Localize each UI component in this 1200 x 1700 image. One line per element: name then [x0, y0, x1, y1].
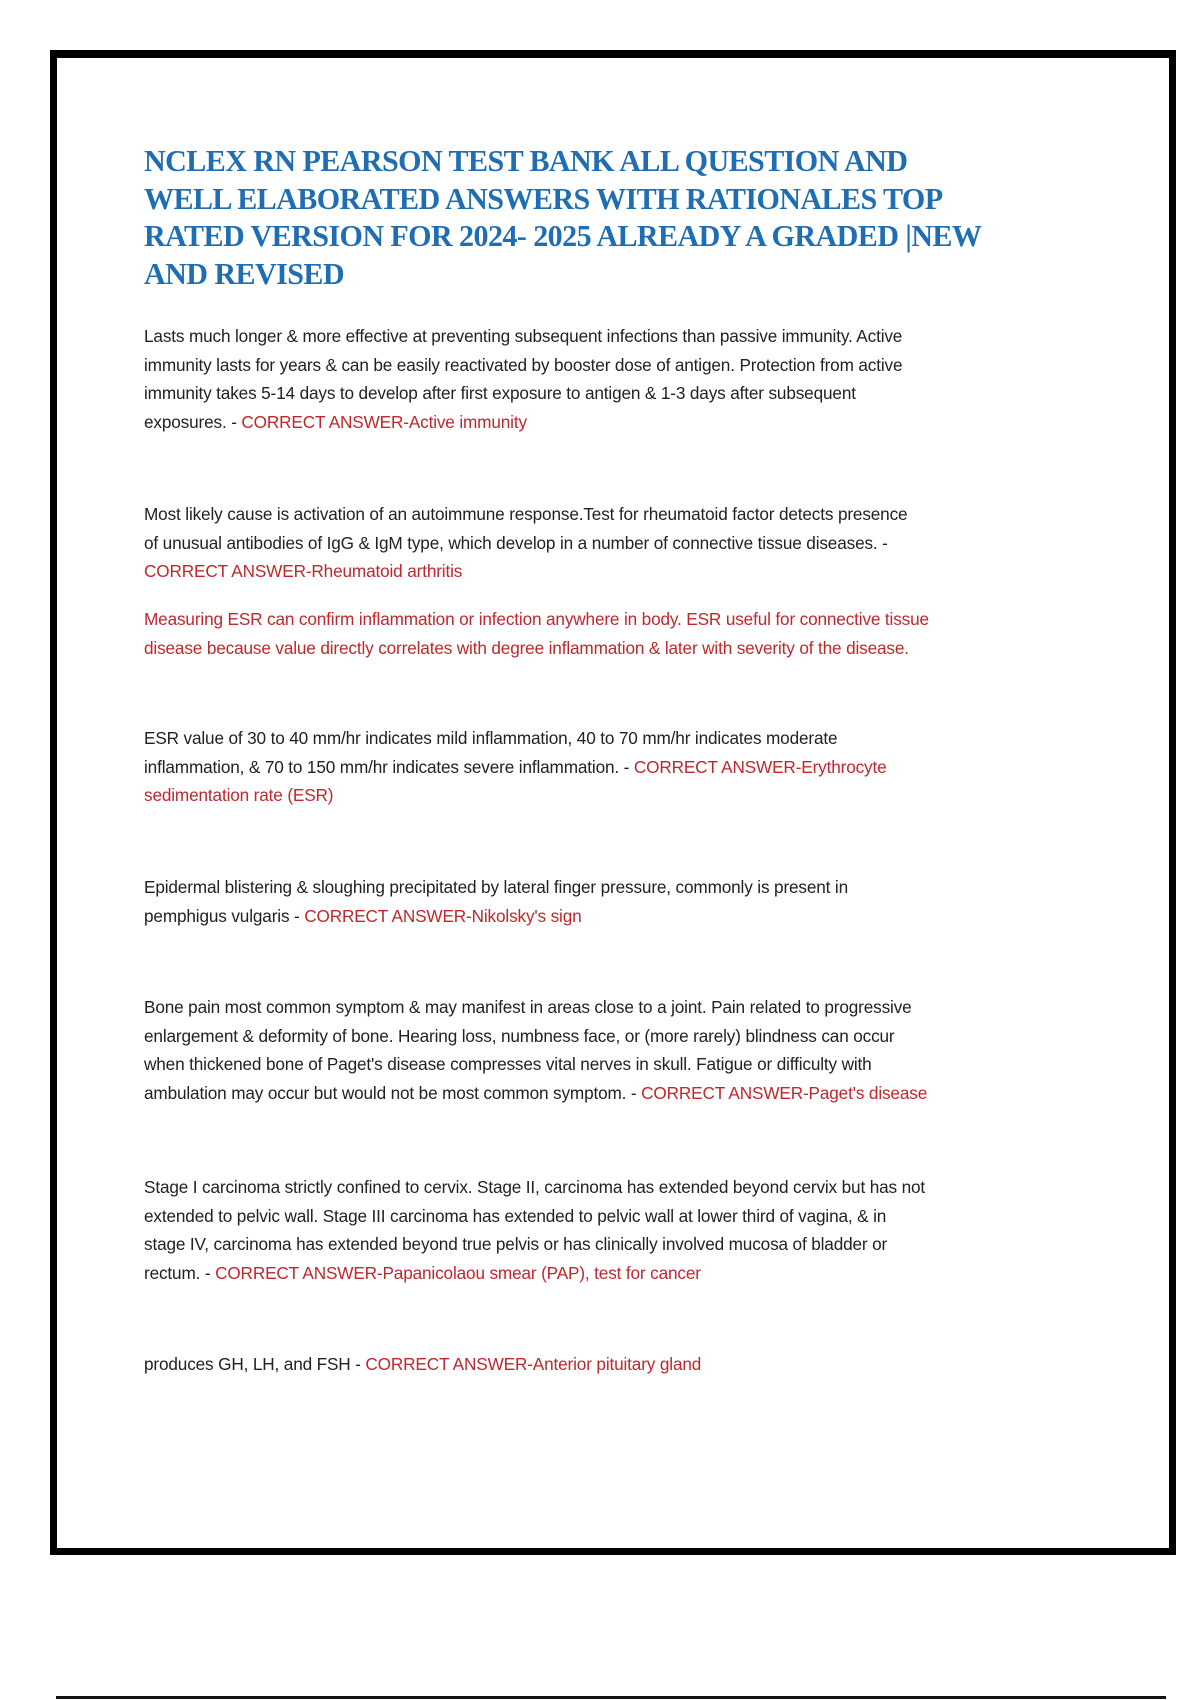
question-text: when thickened bone of Paget's disease compresses vital nerves in skull. Fatigue or difficulty with [144, 1054, 872, 1075]
document-title [144, 142, 1075, 292]
question-text: stage IV, carcinoma has extended beyond true pelvis or has clinically involved mucosa of bladder or [144, 1234, 888, 1255]
question-text: produces GH, LH, and FSH - [144, 1354, 366, 1374]
question-text: Epidermal blistering & sloughing precipitated by lateral finger pressure, commonly is present in [144, 877, 849, 897]
qa-line [144, 322, 1144, 351]
qa-line [144, 529, 1144, 558]
question-text: enlargement & deformity of bone. Hearing loss, numbness face, or (more rarely) blindness can occur [144, 1025, 895, 1046]
question-text: extended to pelvic wall. Stage III carcinoma has extended to pelvic wall at lower third of vagina, & in [144, 1205, 887, 1226]
correct-answer: CORRECT ANSWER-Rheumatoid arthritis [144, 561, 463, 582]
qa-line [144, 1259, 1144, 1288]
question-text: ESR value of 30 to 40 mm/hr indicates mild inflammation, 40 to 70 mm/hr indicates moderate [144, 728, 838, 748]
qa-item [144, 873, 1144, 930]
correct-answer: CORRECT ANSWER-Anterior pituitary gland [365, 1354, 702, 1374]
qa-item [144, 605, 1144, 662]
qa-line [144, 408, 1144, 437]
page-bottom-rule [56, 1696, 1166, 1699]
question-text: inflammation, & 70 to 150 mm/hr indicates severe inflammation. - [144, 756, 634, 777]
qa-line [144, 500, 1144, 529]
qa-line [144, 781, 1144, 810]
qa-item [144, 1350, 1144, 1379]
title-line: NCLEX RN PEARSON TEST BANK ALL QUESTION AND [144, 143, 908, 178]
correct-answer: CORRECT ANSWER-Paget's disease [641, 1083, 928, 1104]
qa-line [144, 351, 1144, 380]
question-text: immunity lasts for years & can be easily reactivated by booster dose of antigen. Protection from active [144, 354, 903, 375]
correct-answer: disease because value directly correlates with degree inflammation & later with severity of the disease. [144, 637, 909, 658]
qa-line [144, 753, 1144, 782]
qa-line [144, 724, 1144, 753]
question-text: exposures. - [144, 412, 242, 433]
correct-answer: CORRECT ANSWER-Active immunity [241, 412, 527, 433]
qa-line [144, 634, 1144, 663]
qa-item [144, 724, 1144, 810]
correct-answer: CORRECT ANSWER-Nikolsky's sign [304, 905, 582, 926]
qa-item [144, 993, 1144, 1108]
question-text: Bone pain most common symptom & may manifest in areas close to a joint. Pain related to progressive [144, 997, 912, 1017]
qa-line [144, 1022, 1144, 1051]
qa-line [144, 605, 1144, 634]
qa-line [144, 1050, 1144, 1079]
question-text: Most likely cause is activation of an autoimmune response.Test for rheumatoid factor detects presence [144, 504, 908, 524]
title-line: RATED VERSION FOR 2024- 2025 ALREADY A GRADED |NEW [144, 218, 982, 253]
correct-answer: sedimentation rate (ESR) [144, 785, 334, 806]
qa-line [144, 1079, 1144, 1108]
qa-item [144, 1173, 1144, 1288]
title-line: WELL ELABORATED ANSWERS WITH RATIONALES TOP [144, 180, 943, 216]
question-text: Lasts much longer & more effective at preventing subsequent infections than passive immunity. Active [144, 326, 903, 346]
correct-answer: CORRECT ANSWER-Papanicolaou smear (PAP), test for cancer [215, 1263, 701, 1284]
question-text: Stage I carcinoma strictly confined to cervix. Stage II, carcinoma has extended beyond cervix but has not [144, 1177, 926, 1197]
question-text: pemphigus vulgaris - [144, 905, 305, 926]
question-text: of unusual antibodies of IgG & IgM type, which develop in a number of connective tissue diseases. - [144, 532, 888, 553]
question-text: rectum. - [144, 1263, 216, 1284]
qa-line [144, 873, 1144, 902]
correct-answer: CORRECT ANSWER-Erythrocyte [633, 756, 887, 777]
question-text: ambulation may occur but would not be most common symptom. - [144, 1083, 642, 1104]
qa-item [144, 322, 1144, 437]
title-line: AND REVISED [144, 255, 344, 291]
qa-item [144, 500, 1144, 586]
qa-line [144, 379, 1144, 408]
correct-answer: Measuring ESR can confirm inflammation or infection anywhere in body. ESR useful for connective tissue [144, 609, 929, 629]
question-text: immunity takes 5-14 days to develop after first exposure to antigen & 1-3 days after subsequent [144, 383, 856, 404]
qa-line [144, 1202, 1144, 1231]
qa-line [144, 993, 1144, 1022]
qa-line [144, 902, 1144, 931]
qa-line [144, 1350, 1144, 1379]
qa-line [144, 1230, 1144, 1259]
qa-line [144, 1173, 1144, 1202]
qa-line [144, 557, 1144, 586]
